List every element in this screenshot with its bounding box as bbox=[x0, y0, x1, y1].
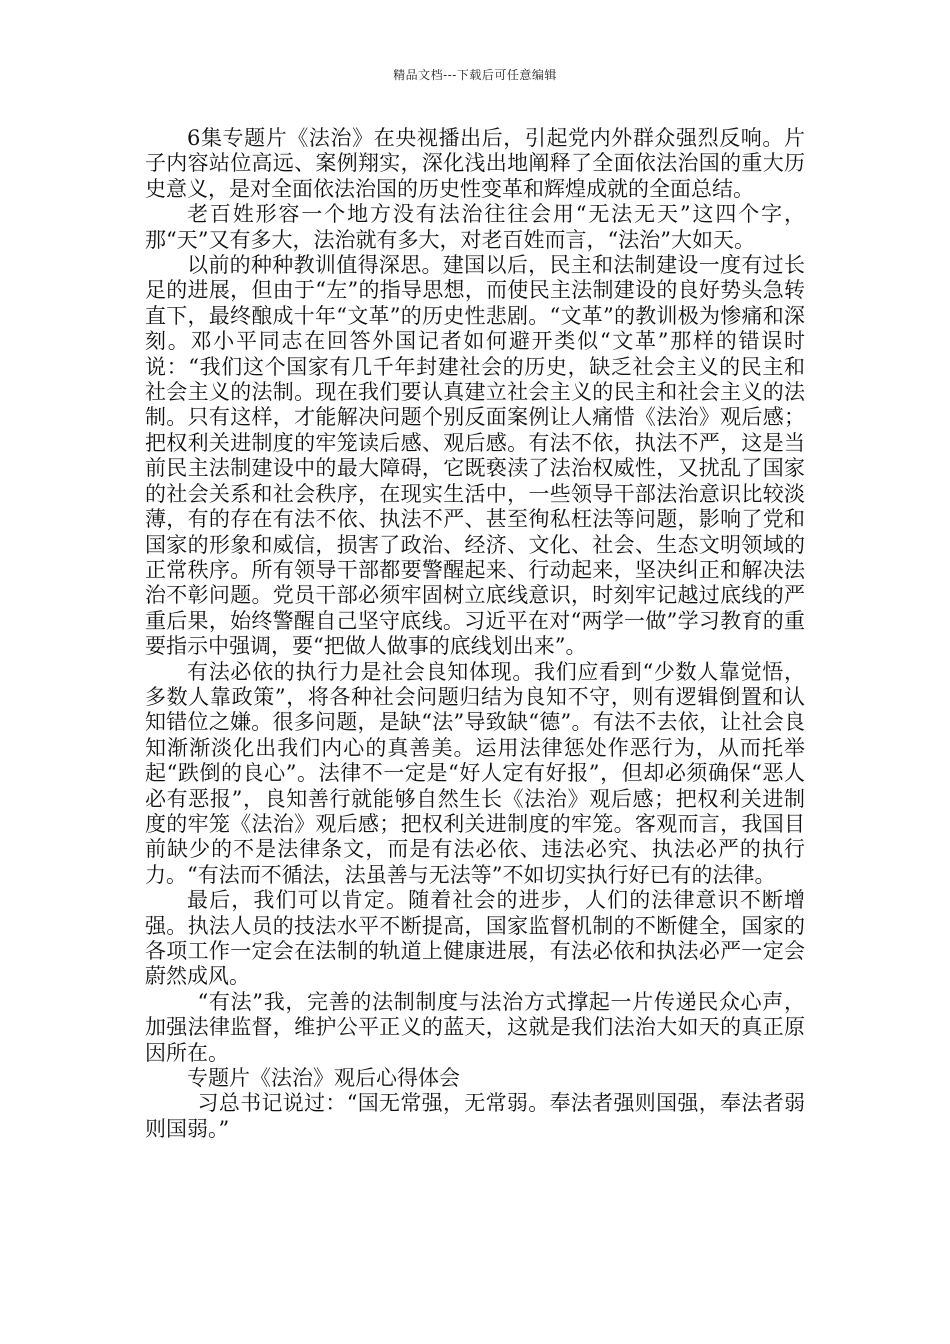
paragraph-1: 6集专题片《法治》在央视播出后，引起党内外群众强烈反响。片子内容站位高远、案例翔实，深化浅出地阐释了全面依法治国的重大历史意义，是对全面依法治国的历史性变革和辉煌成就的全面总结。 bbox=[145, 126, 805, 201]
page-header: 精品文档---下载后可任意编辑 bbox=[393, 68, 557, 82]
paragraph-5: 最后，我们可以肯定。随着社会的进步，人们的法律意识不断增强。执法人员的技法水平不断提高，国家监督机制的不断健全，国家的各项工作一定会在法制的轨道上健康进展，有法必依和执法必严一定会蔚然成风。 bbox=[145, 888, 805, 989]
paragraph-2: 老百姓形容一个地方没有法治往往会用“无法无天”这四个字，那“天”又有多大，法治就有多大，对老百姓而言，“法治”大如天。 bbox=[145, 202, 805, 252]
paragraph-4: 有法必依的执行力是社会良知体现。我们应看到“少数人靠觉悟，多数人靠政策”，将各种社会问题归结为良知不守，则有逻辑倒置和认知错位之嫌。很多问题，是缺“法”导致缺“德”。有法不去依，让社会良知渐渐淡化出我们内心的真善美。运用法律惩处作恶行为，从而托举起“跌倒的良心”。法律不一定是“好人定有好报”，但却必须确保“恶人必有恶报”，良知善行就能够自然生长《法治》观后感；把权利关进制度的牢笼《法治》观后感；把权利关进制度的牢笼。客观而言，我国目前缺少的不是法律条文，而是有法必依、违法必究、执法必严的执行力。“有法而不循法，法虽善与无法等”不如切实执行好已有的法律。 bbox=[145, 659, 805, 887]
document-body bbox=[145, 126, 805, 1142]
paragraph-7: 习总书记说过：“国无常强，无常弱。奉法者强则国强，奉法者弱则国弱。” bbox=[145, 1091, 805, 1141]
paragraph-6: “有法”我，完善的法制制度与法治方式撑起一片传递民众心声，加强法律监督，维护公平正义的蓝天，这就是我们法治大如天的真正原因所在。 bbox=[145, 989, 805, 1065]
section-title: 专题片《法治》观后心得体会 bbox=[187, 1066, 460, 1091]
paragraph-3: 以前的种种教训值得深思。建国以后，民主和法制建设一度有过长足的进展，但由于“左”的指导思想，而使民主法制建设的良好势头急转直下，最终酿成十年“文革”的历史性悲剧。“文革”的教训极为惨痛和深刻。邓小平同志在回答外国记者如何避开类似“文革”那样的错误时说：“我们这个国家有几千年封建社会的历史，缺乏社会主义的民主和社会主义的法制。现在我们要认真建立社会主义的民主和社会主义的法制。只有这样，才能解决问题个别反面案例让人痛惜《法治》观后感；把权利关进制度的牢笼读后感、观后感。有法不依，执法不严，这是当前民主法制建设中的最大障碍，它既亵渎了法治权威性，又扰乱了国家的社会关系和社会秩序，在现实生活中，一些领导干部法治意识比较淡薄，有的存在有法不依、执法不严、甚至徇私枉法等问题，影响了党和国家的形象和威信，损害了政治、经济、文化、社会、生态文明领域的正常秩序。所有领导干部都要警醒起来、行动起来，坚决纠正和解决法治不彰问题。党员干部必须牢固树立底线意识，时刻牢记越过底线的严重后果，始终警醒自己坚守底线。习近平在对“两学一做”学习教育的重要指示中强调，要“把做人做事的底线划出来”。 bbox=[145, 253, 805, 659]
